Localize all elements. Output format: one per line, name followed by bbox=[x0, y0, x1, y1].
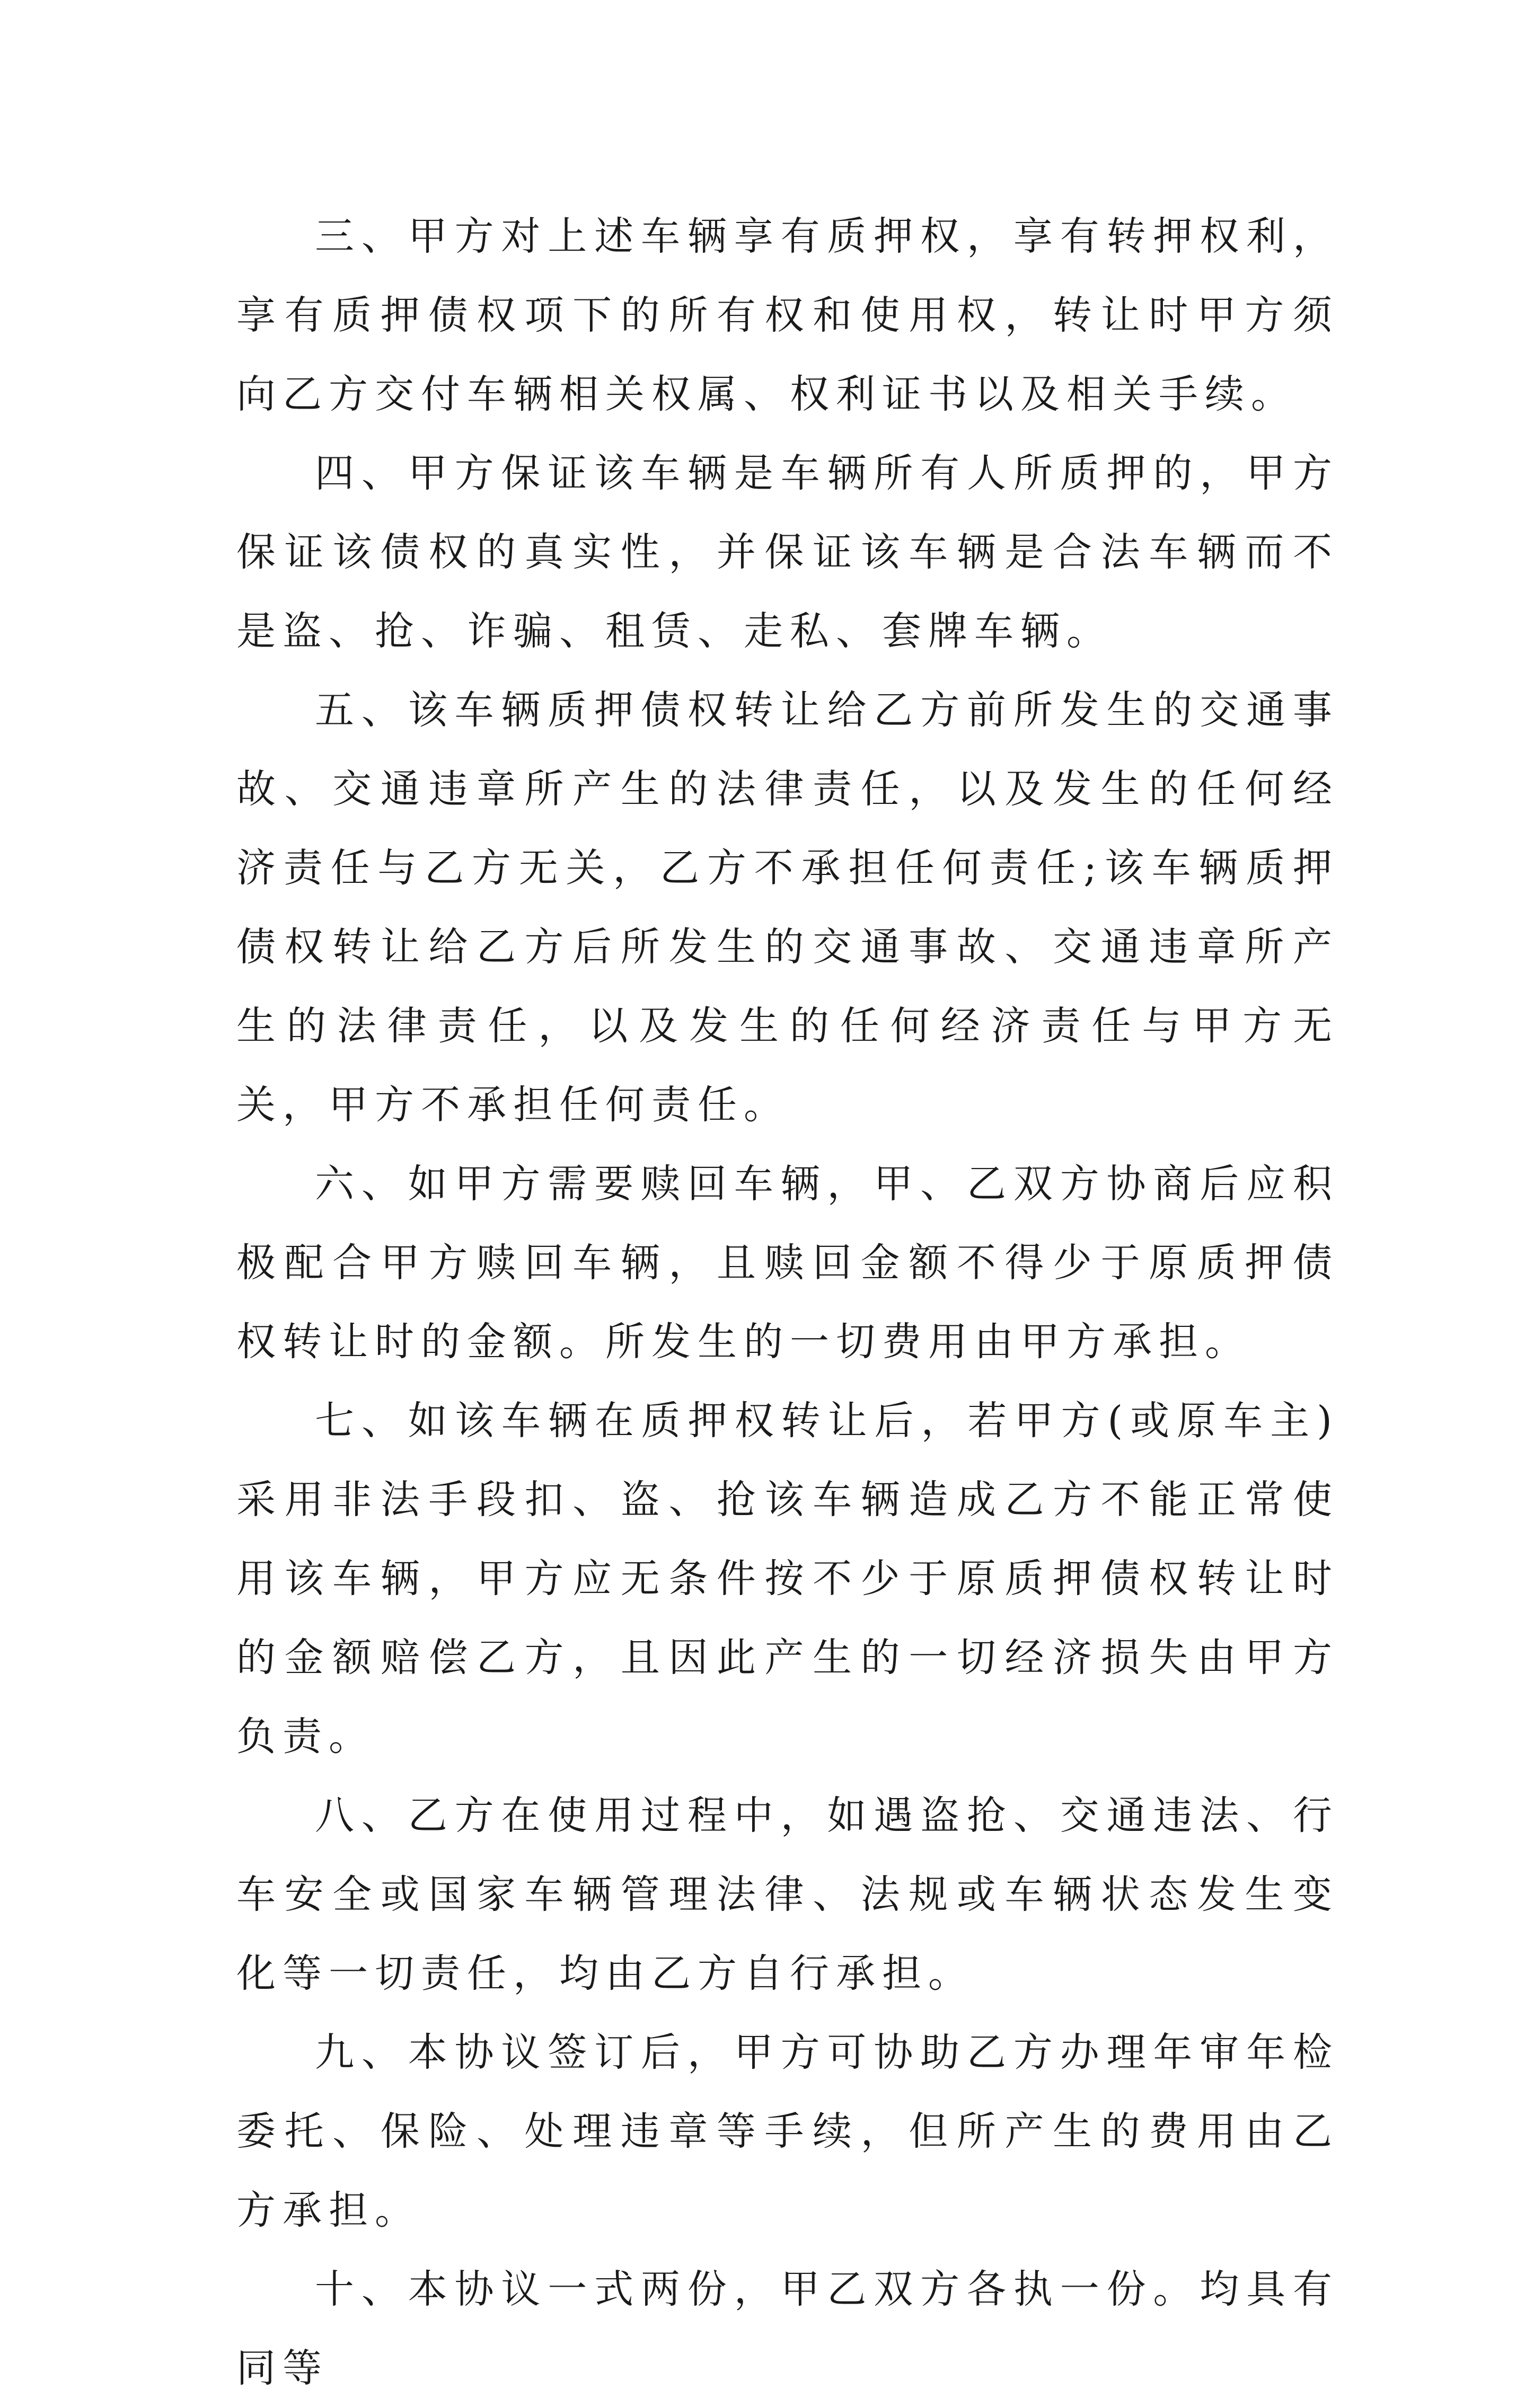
clause-9: 九、本协议签订后，甲方可协助乙方办理年审年检委托、保险、处理违章等手续，但所产生的费用由乙方承担。 bbox=[236, 2030, 1339, 2233]
clause-4: 四、甲方保证该车辆是车辆所有人所质押的，甲方保证该债权的真实性，并保证该车辆是合法车辆而不是盗、抢、诈骗、租赁、走私、套牌车辆。 bbox=[236, 450, 1339, 654]
clause-5: 五、该车辆质押债权转让给乙方前所发生的交通事故、交通违章所产生的法律责任，以及发生的任何经济责任与乙方无关，乙方不承担任何责任;该车辆质押债权转让给乙方后所发生的交通事故、交通违章所产生的法律责任，以及发生的任何经济责任与甲方无关，甲方不承担任何责任。 bbox=[236, 687, 1339, 1128]
clause-7: 七、如该车辆在质押权转让后，若甲方(或原车主)采用非法手段扣、盗、抢该车辆造成乙方不能正常使用该车辆，甲方应无条件按不少于原质押债权转让时的金额赔偿乙方，且因此产生的一切经济损失由甲方负责。 bbox=[236, 1398, 1339, 1759]
clause-8: 八、乙方在使用过程中，如遇盗抢、交通违法、行车安全或国家车辆管理法律、法规或车辆状态发生变化等一切责任，均由乙方自行承担。 bbox=[236, 1793, 1339, 1996]
clause-10: 十、本协议一式两份，甲乙双方各执一份。均具有同等 bbox=[236, 2267, 1339, 2391]
clause-3: 三、甲方对上述车辆享有质押权，享有转押权利，享有质押债权项下的所有权和使用权，转让时甲方须向乙方交付车辆相关权属、权利证书以及相关手续。 bbox=[236, 214, 1339, 417]
clause-6: 六、如甲方需要赎回车辆，甲、乙双方协商后应积极配合甲方赎回车辆，且赎回金额不得少于原质押债权转让时的金额。所发生的一切费用由甲方承担。 bbox=[236, 1161, 1339, 1365]
document-body bbox=[236, 197, 1339, 2408]
